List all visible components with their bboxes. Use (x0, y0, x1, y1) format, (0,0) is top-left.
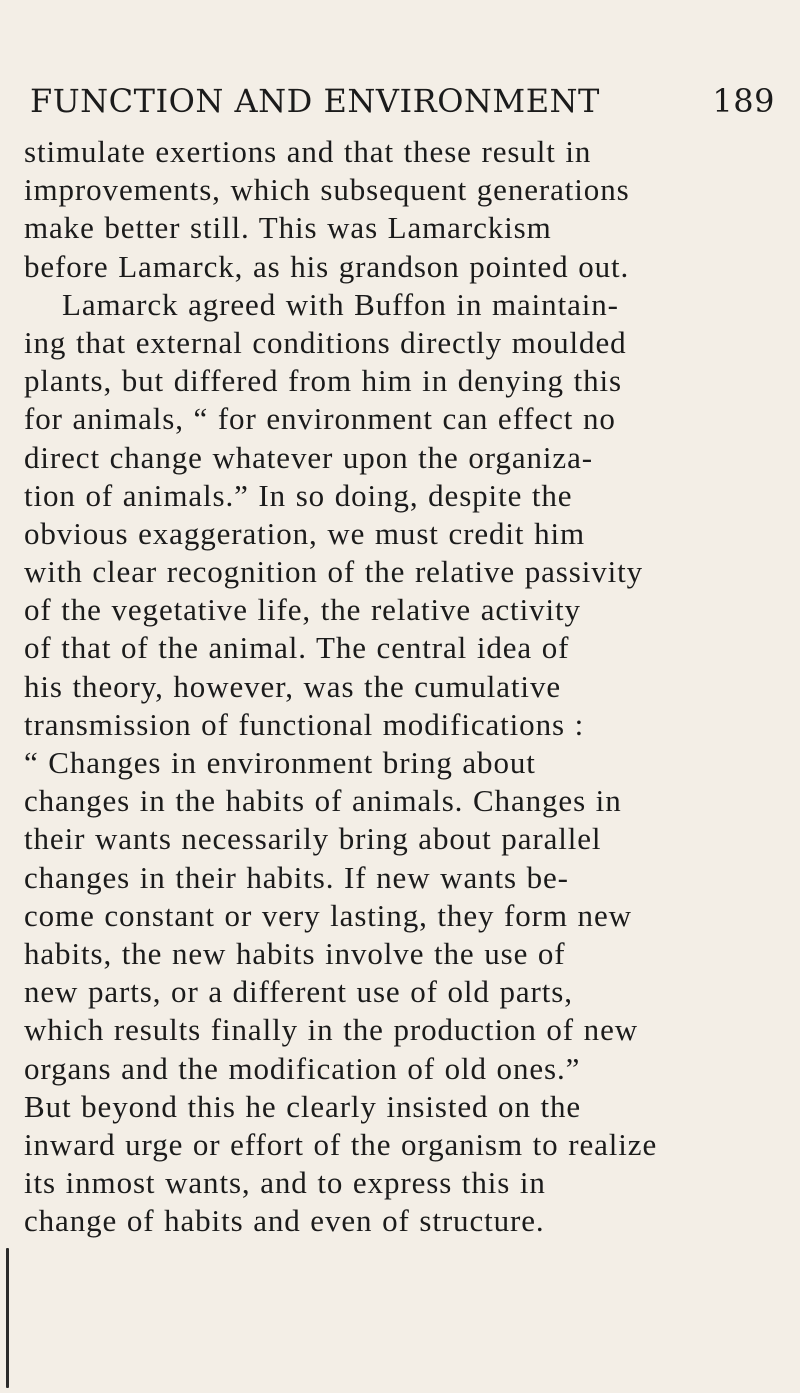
text-line: before Lamarck, as his grandson pointed out. (24, 248, 630, 284)
text-line: improvements, which subsequent generations (24, 172, 630, 208)
text-line: habits, the new habits involve the use of (24, 935, 566, 971)
text-line: ing that external conditions directly moulded (24, 324, 627, 360)
body-text (24, 133, 784, 1240)
text-line: changes in the habits of animals. Changes in (24, 783, 622, 819)
text-line: transmission of functional modifications : (24, 706, 585, 742)
text-line: of that of the animal. The central idea of (24, 630, 570, 666)
margin-rule (6, 1248, 9, 1388)
text-line: changes in their habits. If new wants be- (24, 859, 569, 895)
text-line: new parts, or a different use of old parts, (24, 974, 573, 1010)
text-line: direct change whatever upon the organiza- (24, 439, 593, 475)
text-line: come constant or very lasting, they form new (24, 897, 632, 933)
text-line: tion of animals.” In so doing, despite the (24, 477, 573, 513)
text-line: which results finally in the production of new (24, 1012, 639, 1048)
text-line: plants, but differed from him in denying this (24, 363, 622, 399)
text-line: But beyond this he clearly insisted on the (24, 1088, 582, 1124)
text-line: Lamarck agreed with Buffon in maintain- (62, 286, 619, 322)
text-line: their wants necessarily bring about parallel (24, 821, 602, 857)
text-line: organs and the modification of old ones.” (24, 1050, 581, 1086)
page-number: 189 (712, 82, 775, 120)
text-line: his theory, however, was the cumulative (24, 668, 562, 704)
text-line: make better still. This was Lamarckism (24, 210, 552, 246)
text-line: with clear recognition of the relative passivity (24, 554, 644, 590)
text-line: change of habits and even of structure. (24, 1203, 545, 1239)
text-line: “ Changes in environment bring about (24, 745, 536, 780)
text-line: obvious exaggeration, we must credit him (24, 515, 585, 551)
text-line: its inmost wants, and to express this in (24, 1165, 546, 1201)
text-line: inward urge or effort of the organism to realize (24, 1126, 658, 1162)
text-line: of the vegetative life, the relative activity (24, 592, 581, 628)
text-line: stimulate exertions and that these result in (24, 134, 592, 169)
text-line: for animals, “ for environment can effect no (24, 401, 616, 437)
running-head-title: FUNCTION AND ENVIRONMENT (30, 82, 600, 120)
running-head (30, 82, 775, 126)
